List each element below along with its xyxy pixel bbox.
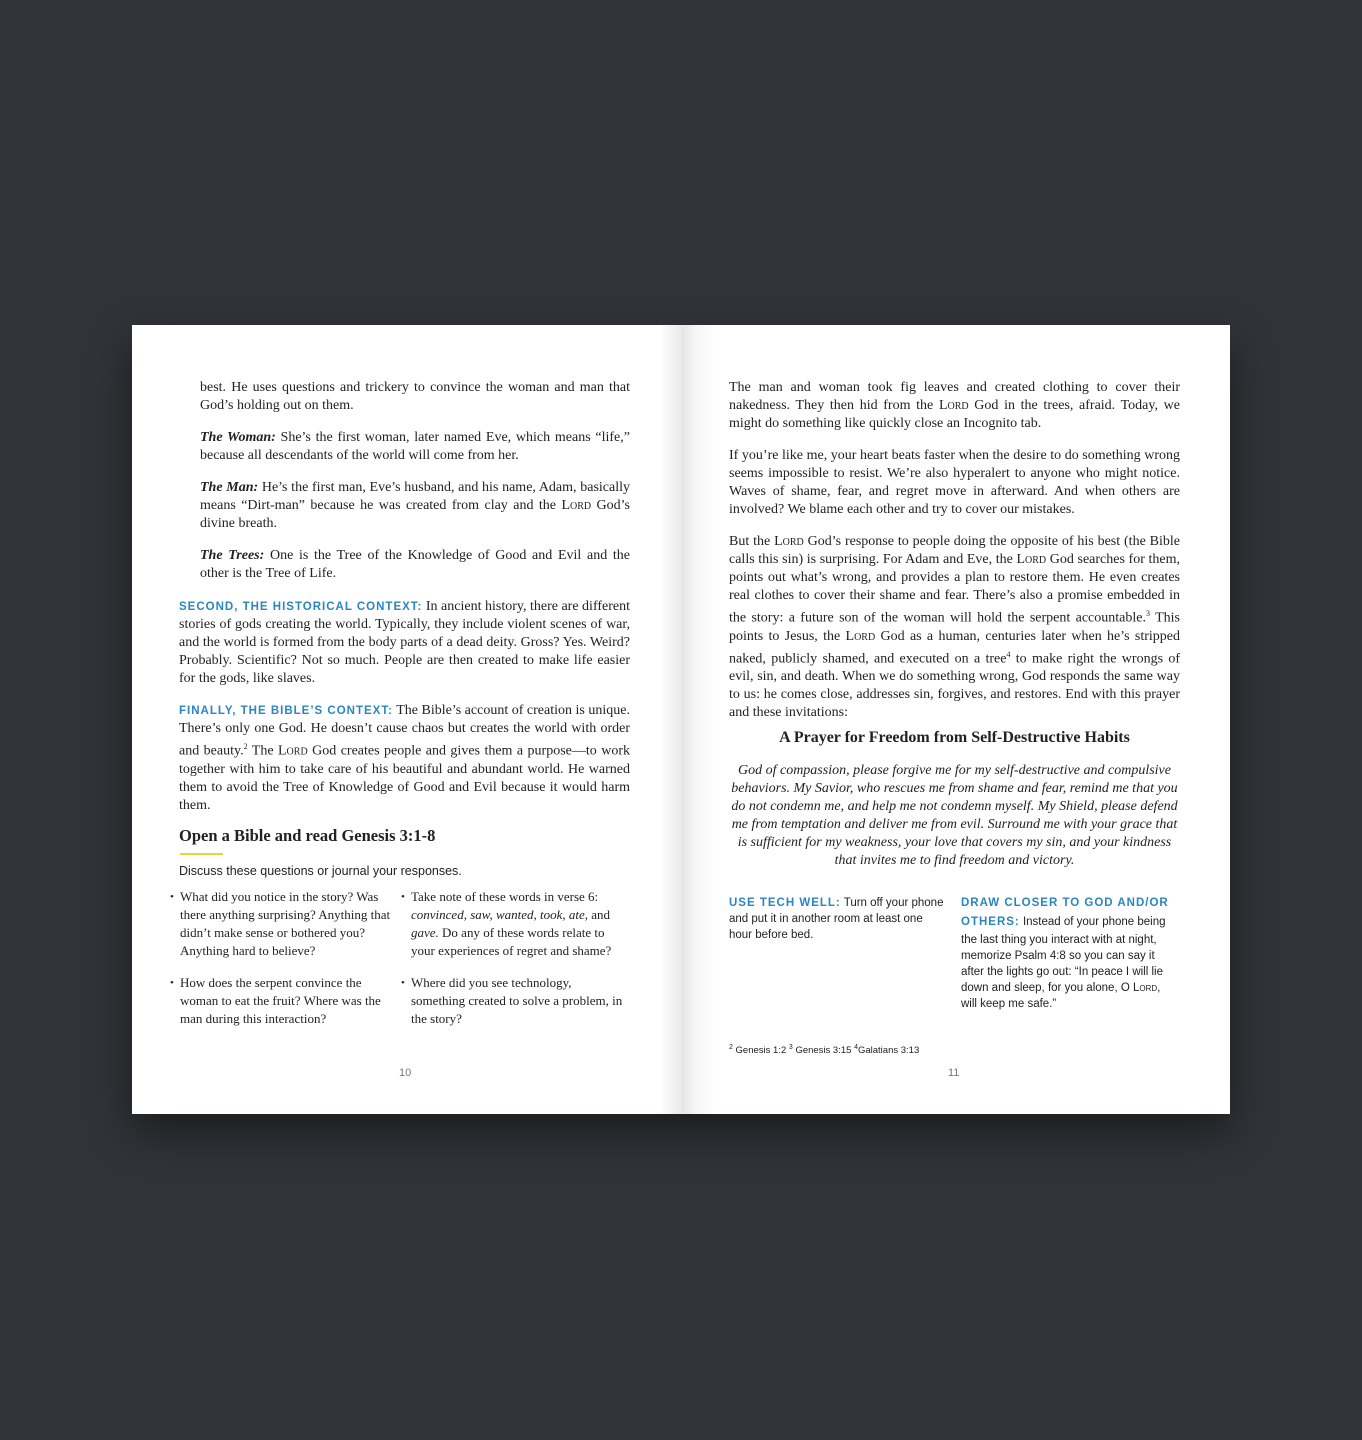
invitation-tech: USE TECH WELL: Turn off your phone and put it in another room at least one hour before bed. <box>729 897 944 941</box>
paragraph-fig-leaves: The man and woman took fig leaves and created clothing to cover their nakedness. They then hid from the Lord God in the trees, afraid. Today, we might do something like quickly close an Incognito tab. <box>729 380 1180 431</box>
term-man: The Man: <box>200 480 259 495</box>
page-number-left: 10 <box>399 1067 412 1079</box>
prayer-title: A Prayer for Freedom from Self-Destructive Habits <box>779 729 1130 746</box>
bible-context: FINALLY, THE BIBLE’S CONTEXT: The Bible’s account of creation is unique. There’s only one God. He doesn’t cause chaos but creates the world with order and beauty.$^2$ The Lord God creates people and gives them a purpose—to work together with him to take care of his beautiful and abundant world. He warned them to avoid the Tree of Knowledge of Good and Evil because it would harm them. <box>179 703 630 813</box>
lead-draw-closer: DRAW CLOSER TO GOD AND/OR OTHERS: <box>961 897 1169 928</box>
definition-trees: The Trees: One is the Tree of the Knowledge of Good and Evil and the other is the Tree of Life. <box>200 548 630 581</box>
title-underline <box>180 853 223 855</box>
section-title: Open a Bible and read Genesis 3:1-8 <box>179 826 436 845</box>
term-trees: The Trees: <box>200 548 265 563</box>
lead-historical: SECOND, THE HISTORICAL CONTEXT: <box>179 601 423 613</box>
definition-man: The Man: He’s the first man, Eve’s husband, and his name, Adam, basically means “Dirt-man” because he was created from clay and the Lord God’s divine breath. <box>200 480 630 531</box>
discuss-instruction: Discuss these questions or journal your responses. <box>179 864 462 878</box>
question-2: • Take note of these words in verse 6: convinced, saw, wanted, took, ate, and gave. Do any of these words relate to your experiences of regret and shame? <box>411 888 626 960</box>
invitation-draw-closer: DRAW CLOSER TO GOD AND/OR OTHERS: Instead of your phone being the last thing you interact with at night, memorize Psalm 4:8 so you can say it after the lights go out: “In peace I will lie down and sleep, for you alone, O Lord, will keep me safe.” <box>961 897 1169 1010</box>
question-1: • What did you notice in the story? Was there anything surprising? Anything that didn’t make sense or bothered you? Anything hard to believe? <box>180 888 395 960</box>
intro-continued: best. He uses questions and trickery to convince the woman and man that God’s holding out on them. <box>200 380 630 413</box>
historical-context: SECOND, THE HISTORICAL CONTEXT: In ancient history, there are different stories of gods creating the world. Typically, they include violent scenes of war, and the world is formed from the body parts of a dead deity. Gross? Yes. Weird? Probably. Scientific? Not so much. People are then created to make life easier for the gods, like slaves. <box>179 599 631 686</box>
left-page <box>132 325 681 1114</box>
term-woman: The Woman: <box>200 430 276 445</box>
paragraph-gods-response: But the Lord God’s response to people doing the opposite of his best (the Bible calls this sin) is surprising. For Adam and Eve, the Lord God searches for them, points out what’s wrong, and provides a plan to restore them. He even creates real clothes to cover their shame and fear. There’s also a promise embedded in the story: a future son of the woman will hold the serpent accountable.$^3$ This points to Jesus, the Lord God as a human, centuries later when he’s stripped naked, publicly shamed, and executed on a tree$^4$ to make right the wrongs of evil, sin, and death. When we do something wrong, God responds the same way to us: he comes close, addresses sin, forgives, and restores. End with this prayer and these invitations: <box>729 534 1180 721</box>
right-page <box>681 325 1230 1114</box>
paragraph-heart-beats: If you’re like me, your heart beats faster when the desire to do something wrong seems impossible to resist. We’re also hyperalert to anyone who might notice. Waves of shame, fear, and regret move in afterward. And when others are involved? We blame each other and try to cover our mistakes. <box>729 448 1180 517</box>
page-number-right: 11 <box>948 1067 960 1079</box>
footnotes: $^2$ Genesis 1:2 $^3$ Genesis 3:15 $^4$Galatians 3:13 <box>729 1044 920 1057</box>
lead-bible: FINALLY, THE BIBLE’S CONTEXT: <box>179 705 393 717</box>
definition-woman: The Woman: She’s the first woman, later named Eve, which means “life,” because all descendants of the world will come from her. <box>200 430 630 463</box>
question-4: • Where did you see technology, something created to solve a problem, in the story? <box>411 974 626 1028</box>
book-spread <box>132 325 1230 1114</box>
lead-tech: USE TECH WELL: <box>729 897 841 909</box>
question-3: • How does the serpent convince the woman to eat the fruit? Where was the man during this interaction? <box>180 974 395 1028</box>
prayer-text: God of compassion, please forgive me for my self-destructive and compulsive behaviors. My Savior, who rescues me from shame and fear, remind me that you do not condemn me, and help me not condemn myself. My Shield, please defend me from temptation and deliver me from evil. Surround me with your grace that is sufficient for my weakness, your love that covers my sin, and your kindness that invites me to find freedom and victory. <box>731 763 1178 868</box>
